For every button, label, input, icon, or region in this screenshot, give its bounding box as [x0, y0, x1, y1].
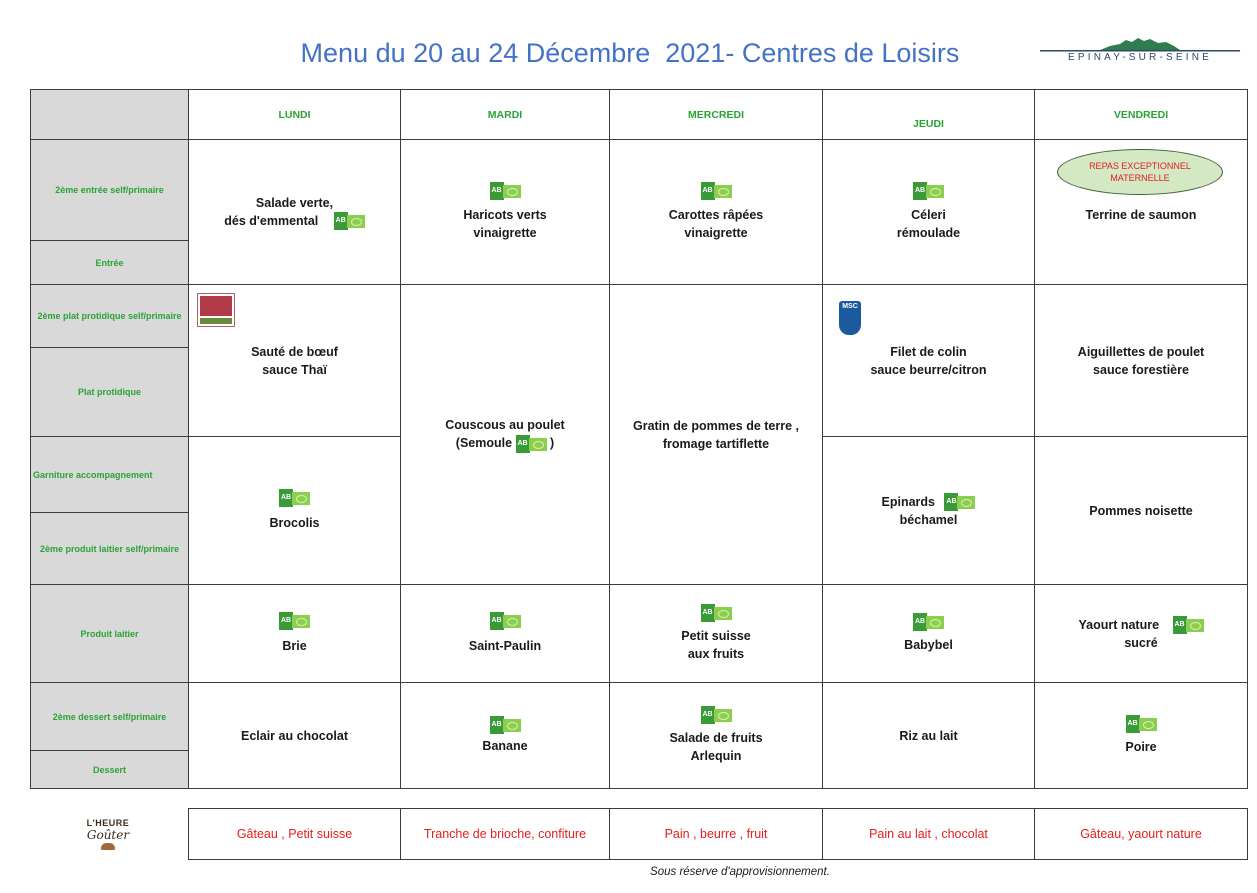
day-header-vendredi: VENDREDI: [1035, 90, 1248, 140]
organic-label-icon: AB: [490, 716, 521, 734]
msc-label-icon: MSC: [839, 301, 861, 335]
day-header-mercredi: MERCREDI: [610, 90, 823, 140]
organic-label-icon: AB: [490, 182, 521, 200]
cell-dessert-mercredi: [610, 683, 823, 789]
organic-label-icon: AB: [913, 613, 944, 631]
dish-dessert-lundi: Eclair au chocolat: [241, 728, 348, 743]
menu-table: [30, 89, 1248, 789]
cell-garniture-jeudi: [823, 437, 1035, 585]
city-logo: [1040, 36, 1240, 70]
dish-plat-mercredi: Gratin de pommes de terre , fromage tartiflette: [632, 418, 800, 451]
organic-label-icon: AB: [913, 182, 944, 200]
row-label-plat: Plat protidique: [31, 348, 189, 437]
city-logo-text: EPINAY-SUR-SEINE: [1067, 52, 1212, 63]
dish-plat-vendredi: Aiguillettes de poulet sauce forestière: [1077, 344, 1205, 377]
gouter-table: [188, 808, 1248, 860]
dish-garniture-vendredi: Pommes noisette: [1089, 503, 1193, 518]
row-label-plat2: 2ème plat protidique self/primaire: [31, 285, 189, 348]
cell-laitier-mardi: [401, 585, 610, 683]
gouter-vendredi: Gâteau, yaourt nature: [1035, 809, 1248, 860]
row-label-entree: Entrée: [31, 241, 189, 285]
organic-label-icon: AB: [701, 182, 732, 200]
dish-laitier-mercredi: Petit suisse aux fruits: [681, 628, 751, 661]
organic-label-icon: AB: [944, 493, 975, 511]
cell-entree-vendredi: [1035, 140, 1248, 285]
pastry-icon: [101, 843, 115, 850]
cell-plat-lundi: [189, 285, 401, 437]
dish-plat-lundi: Sauté de bœuf sauce Thaï: [251, 344, 338, 377]
row-label-garniture: Garniture accompagnement: [31, 437, 189, 513]
page-title: Menu du 20 au 24 Décembre 2021- Centres de Loisirs: [300, 38, 960, 68]
organic-label-icon: AB: [279, 612, 310, 630]
cell-garniture-vendredi: [1035, 437, 1248, 585]
dish-garniture-lundi: Brocolis: [269, 515, 320, 530]
beef-origin-label-icon: [197, 293, 235, 327]
cell-plat-jeudi: [823, 285, 1035, 437]
organic-label-icon: AB: [701, 604, 732, 622]
dish-dessert-vendredi: Poire: [1125, 739, 1157, 754]
gouter-lundi: Gâteau , Petit suisse: [189, 809, 401, 860]
cell-plat-mercredi: [610, 285, 823, 585]
cell-entree-mercredi: [610, 140, 823, 285]
row-label-dessert2: 2ème dessert self/primaire: [31, 683, 189, 751]
dish-laitier-lundi: Brie: [282, 638, 307, 653]
organic-label-icon: AB: [1126, 715, 1157, 733]
cell-plat-vendredi: [1035, 285, 1248, 437]
organic-label-icon: AB: [334, 212, 365, 230]
row-label-laitier: Produit laitier: [31, 585, 189, 683]
dish-entree-jeudi: Céleri rémoulade: [896, 208, 961, 241]
cell-laitier-mercredi: [610, 585, 823, 683]
cell-dessert-jeudi: [823, 683, 1035, 789]
cell-entree-jeudi: [823, 140, 1035, 285]
organic-label-icon: AB: [516, 435, 547, 453]
dish-laitier-mardi: Saint-Paulin: [468, 638, 542, 653]
cell-entree-lundi: [189, 140, 401, 285]
organic-label-icon: AB: [490, 612, 521, 630]
dish-entree-lundi: Salade verte, dés d'emmental AB: [189, 194, 400, 231]
cell-dessert-vendredi: [1035, 683, 1248, 789]
cell-entree-mardi: [401, 140, 610, 285]
gouter-mardi: Tranche de brioche, confiture: [401, 809, 610, 860]
gouter-jeudi: Pain au lait , chocolat: [823, 809, 1035, 860]
gouter-mercredi: Pain , beurre , fruit: [610, 809, 823, 860]
organic-label-icon: AB: [279, 489, 310, 507]
dish-entree-mercredi: Carottes râpées vinaigrette: [668, 208, 764, 241]
dish-dessert-mardi: Banane: [482, 738, 528, 753]
cell-laitier-lundi: [189, 585, 401, 683]
cell-dessert-mardi: [401, 683, 610, 789]
cell-plat-mardi: [401, 285, 610, 585]
dish-laitier-vendredi: Yaourt nature AB sucré: [1035, 616, 1247, 652]
footnote: Sous réserve d'approvisionnement.: [650, 866, 830, 878]
row-label-dessert: Dessert: [31, 751, 189, 789]
gouter-logo: L'HEURE Goûter: [72, 818, 144, 860]
dish-entree-mardi: Haricots verts vinaigrette: [463, 208, 547, 241]
dish-garniture-jeudi: Epinards AB béchamel: [823, 493, 1034, 529]
skyline-icon: [1040, 36, 1240, 52]
dish-laitier-jeudi: Babybel: [904, 637, 953, 652]
organic-label-icon: AB: [1173, 616, 1204, 634]
cell-laitier-vendredi: [1035, 585, 1248, 683]
dish-dessert-jeudi: Riz au lait: [899, 728, 958, 743]
special-meal-badge: REPAS EXCEPTIONNEL MATERNELLE: [1057, 149, 1223, 195]
cell-dessert-lundi: [189, 683, 401, 789]
row-label-entree2: 2ème entrée self/primaire: [31, 140, 189, 241]
dish-plat-jeudi: Filet de colin sauce beurre/citron: [870, 344, 987, 377]
dish-dessert-mercredi: Salade de fruits Arlequin: [669, 730, 763, 763]
dish-entree-vendredi: Terrine de saumon: [1085, 208, 1197, 222]
day-header-jeudi: JEUDI: [823, 90, 1035, 140]
day-header-lundi: LUNDI: [189, 90, 401, 140]
cell-garniture-lundi: [189, 437, 401, 585]
dish-plat-mardi: Couscous au poulet (Semoule AB ): [401, 416, 609, 453]
table-corner: [31, 90, 189, 140]
day-header-mardi: MARDI: [401, 90, 610, 140]
organic-label-icon: AB: [701, 706, 732, 724]
row-label-laitier2: 2ème produit laitier self/primaire: [31, 513, 189, 585]
cell-laitier-jeudi: [823, 585, 1035, 683]
